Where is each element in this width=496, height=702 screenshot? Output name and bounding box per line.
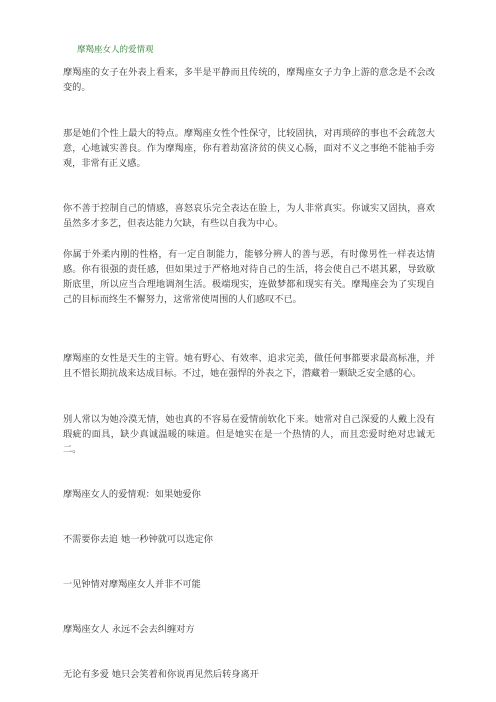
paragraph-4: 你属于外柔内刚的性格，有一定自制能力，能够分辨人的善与恶，有时像男性一样表达情感。你有很强的责任感，但如果过于严格地对待自己的生活，将会使自己不堪其累，导致歇斯底里，所以应当合理地调剂生活。极端现实，连做梦都和现实有关。摩羯座会为了实现自己的目标而终生不懈努力，这常常使周围的人们感叹不已。	[63, 249, 435, 305]
paragraph-2: 那是她们个性上最大的特点。摩羯座女性个性保守，比较固执，对再琐碎的事也不会疏忽大意，心地诚实善良。作为摩羯座，你有着劫富济贫的侠义心肠，面对不义之事绝不能袖手旁观，非常有正义感。	[63, 128, 435, 169]
paragraph-3: 你不善于控制自己的情感，喜怒哀乐完全表达在脸上，为人非常真实。你诚实又固执，喜欢虽然多才多艺，但表达能力欠缺，有些以自我为中心。	[63, 203, 435, 229]
text-line-2: 不需要你去追 她一秒钟就可以选定你	[63, 534, 213, 545]
paragraph-1: 摩羯座的女子在外表上看来，多半是平静而且传统的，摩羯座女子力争上游的意念是不会改变的。	[63, 67, 435, 93]
text-line-1: 摩羯座女人的爱情观：如果她爱你	[63, 489, 201, 500]
document-title: 摩羯座女人的爱情观	[77, 45, 154, 55]
text-line-3: 一见钟情对摩羯座女人并非不可能	[63, 579, 201, 590]
paragraph-5: 摩羯座的女性是天生的主管。她有野心、有效率、追求完美，做任何事都要求最高标准，并且不惜长期抗战来达成目标。不过，她在强悍的外表之下，潜藏着一颗缺乏安全感的心。	[63, 353, 435, 379]
text-line-5: 无论有多爱 她只会笑着和你说再见然后转身离开	[63, 669, 259, 680]
text-line-4: 摩羯座女人 永远不会去纠缠对方	[63, 624, 195, 635]
paragraph-6: 别人常以为她冷漠无情，她也真的不容易在爱情前软化下来。她常对自己深爱的人戴上没有瑕疵的面具，缺少真诚温暖的味道。但是她实在是一个热情的人，而且恋爱时绝对忠诚无二。	[63, 414, 435, 455]
